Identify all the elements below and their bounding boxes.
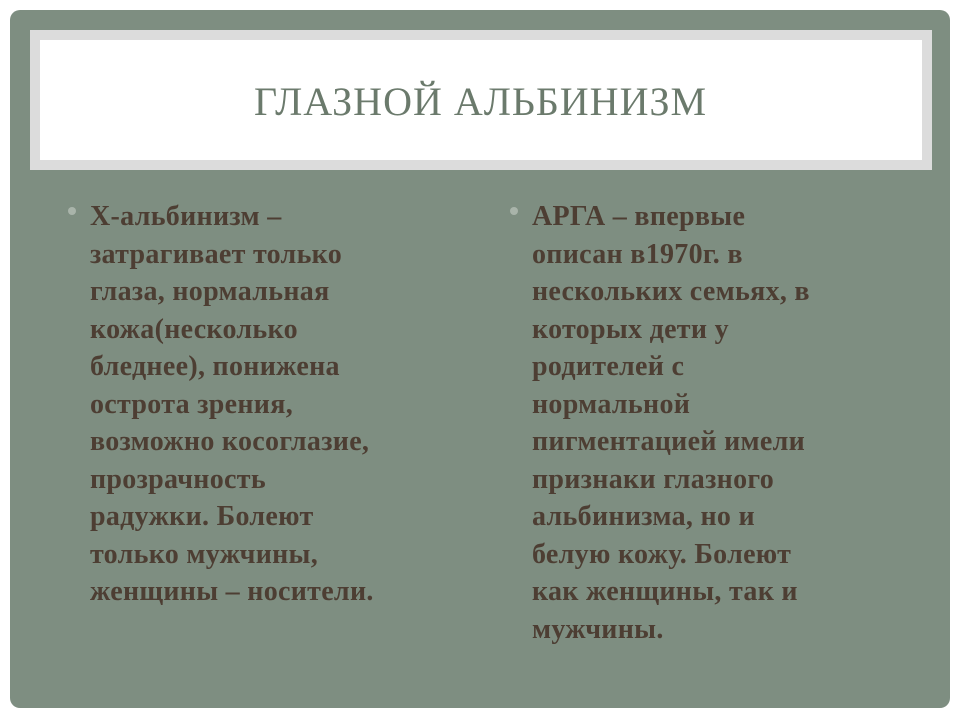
- right-column-text: АРГА – впервые описан в1970г. в нескольких семьях, в которых дети у родителей с нормальной пигментацией имели признаки глазного альбинизма, но и белую кожу. Болеют как женщины, так и мужчины.: [532, 201, 810, 645]
- right-column: [532, 198, 912, 648]
- title-band: [30, 30, 932, 170]
- title-box: [40, 40, 922, 160]
- bullet-icon: [68, 207, 76, 215]
- bullet-icon: [510, 207, 518, 215]
- slide-title: ГЛАЗНОЙ АЛЬБИНИЗМ: [254, 79, 708, 124]
- left-column: [90, 198, 470, 611]
- slide: [10, 10, 950, 708]
- left-column-text: Х-альбинизм – затрагивает только глаза, нормальная кожа(несколько бледнее), понижена острота зрения, возможно косоглазие, прозрачность радужки. Болеют только мужчины, женщины – носители.: [90, 201, 374, 607]
